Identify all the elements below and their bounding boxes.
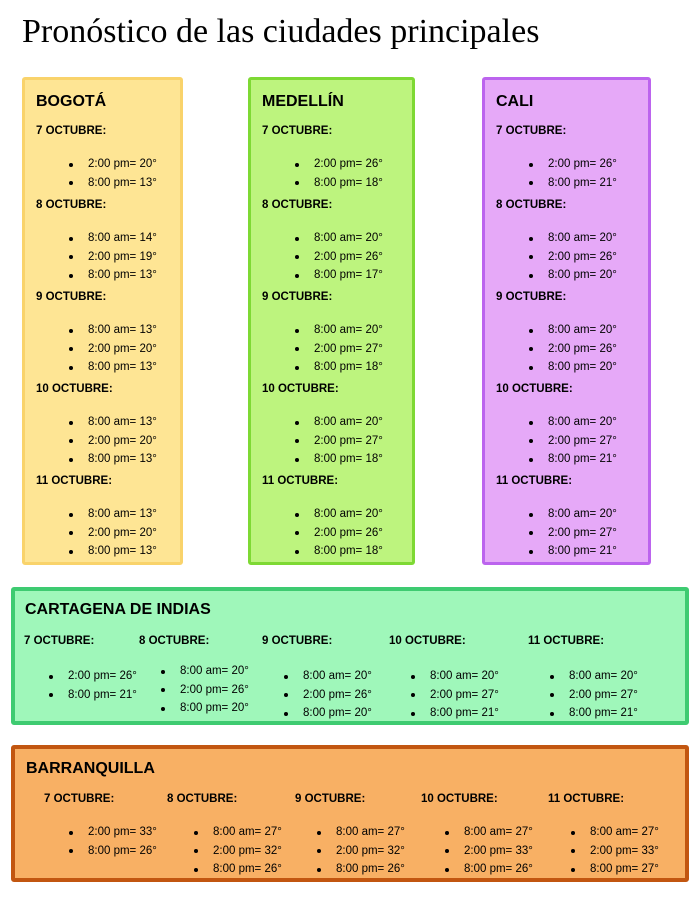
reading: 2:00 pm= 20° (69, 340, 157, 359)
reading: 8:00 pm= 13° (69, 450, 157, 469)
reading: 2:00 pm= 26° (284, 686, 372, 705)
reading: 2:00 pm= 26° (49, 667, 137, 686)
city-name: CALI (496, 93, 534, 110)
reading: 2:00 pm= 33° (571, 842, 659, 861)
day-label: 11 OCTUBRE: (262, 475, 339, 487)
day-label: 8 OCTUBRE: (36, 199, 107, 211)
reading: 8:00 am= 20° (529, 413, 617, 432)
reading: 8:00 am= 13° (69, 321, 157, 340)
reading: 2:00 pm= 26° (295, 524, 383, 543)
reading: 2:00 pm= 33° (69, 823, 157, 842)
day-block-9-octubre (496, 290, 617, 377)
reading: 8:00 am= 20° (295, 413, 383, 432)
day-label: 11 OCTUBRE: (496, 475, 573, 487)
reading: 2:00 pm= 20° (69, 524, 157, 543)
day-label: 8 OCTUBRE: (496, 199, 567, 211)
day-block-7-octubre (262, 124, 383, 192)
reading: 8:00 pm= 21° (529, 174, 617, 193)
city-name: BOGOTÁ (36, 93, 107, 110)
reading: 8:00 am= 20° (529, 505, 617, 524)
reading: 8:00 pm= 26° (317, 860, 405, 879)
city-card-cali (482, 77, 651, 565)
reading: 8:00 am= 20° (161, 662, 249, 681)
reading: 2:00 pm= 26° (529, 248, 617, 267)
day-block-11-octubre (36, 474, 157, 561)
day-block-7-octubre (496, 124, 617, 192)
reading: 8:00 pm= 26° (69, 842, 157, 861)
reading: 8:00 pm= 26° (445, 860, 533, 879)
day-label: 8 OCTUBRE: (167, 793, 238, 805)
reading: 8:00 pm= 26° (194, 860, 282, 879)
reading: 8:00 am= 20° (295, 505, 383, 524)
day-block-11-octubre (496, 474, 617, 561)
reading: 8:00 am= 14° (69, 229, 157, 248)
day-label: 10 OCTUBRE: (496, 383, 573, 395)
city-card-medellin (248, 77, 415, 565)
reading: 8:00 am= 27° (317, 823, 405, 842)
reading: 2:00 pm= 20° (69, 155, 157, 174)
day-label: 9 OCTUBRE: (262, 291, 333, 303)
reading: 2:00 pm= 20° (69, 432, 157, 451)
reading: 8:00 pm= 13° (69, 266, 157, 285)
reading: 8:00 am= 20° (550, 667, 638, 686)
day-block-9-octubre (262, 290, 383, 377)
reading: 2:00 pm= 27° (295, 340, 383, 359)
reading: 2:00 pm= 26° (161, 681, 249, 700)
reading: 8:00 pm= 20° (161, 699, 249, 718)
reading: 2:00 pm= 27° (411, 686, 499, 705)
day-block-9-octubre (262, 634, 372, 723)
reading: 8:00 pm= 21° (529, 450, 617, 469)
day-block-9-octubre (295, 792, 405, 879)
reading: 8:00 am= 27° (194, 823, 282, 842)
day-label: 10 OCTUBRE: (421, 793, 498, 805)
day-block-8-octubre (167, 792, 282, 879)
city-name: CARTAGENA DE INDIAS (25, 601, 211, 618)
day-label: 7 OCTUBRE: (496, 125, 567, 137)
page-title: Pronóstico de las ciudades principales (22, 13, 540, 50)
city-name: MEDELLÍN (262, 93, 344, 110)
reading: 8:00 pm= 18° (295, 542, 383, 561)
reading: 8:00 am= 20° (411, 667, 499, 686)
day-label: 10 OCTUBRE: (36, 383, 113, 395)
reading: 8:00 pm= 13° (69, 358, 157, 377)
day-label: 7 OCTUBRE: (262, 125, 333, 137)
day-block-7-octubre (24, 634, 137, 704)
day-block-8-octubre (139, 634, 249, 718)
reading: 8:00 am= 20° (295, 321, 383, 340)
reading: 8:00 pm= 18° (295, 450, 383, 469)
reading: 8:00 am= 20° (529, 229, 617, 248)
day-block-7-octubre (44, 792, 157, 860)
reading: 2:00 pm= 26° (295, 248, 383, 267)
day-label: 8 OCTUBRE: (262, 199, 333, 211)
reading: 8:00 am= 20° (284, 667, 372, 686)
reading: 8:00 pm= 18° (295, 174, 383, 193)
city-card-bogota (22, 77, 183, 565)
day-label: 11 OCTUBRE: (528, 635, 605, 647)
day-label: 11 OCTUBRE: (36, 475, 113, 487)
city-card-barranquilla (11, 745, 689, 882)
city-name: BARRANQUILLA (26, 760, 155, 777)
reading: 2:00 pm= 19° (69, 248, 157, 267)
reading: 8:00 pm= 17° (295, 266, 383, 285)
day-block-8-octubre (496, 198, 617, 285)
day-block-11-octubre (548, 792, 659, 879)
reading: 8:00 pm= 13° (69, 542, 157, 561)
day-label: 7 OCTUBRE: (24, 635, 95, 647)
day-block-9-octubre (36, 290, 157, 377)
reading: 8:00 pm= 21° (411, 704, 499, 723)
day-label: 9 OCTUBRE: (295, 793, 366, 805)
day-block-10-octubre (496, 382, 617, 469)
reading: 8:00 am= 13° (69, 413, 157, 432)
reading: 2:00 pm= 33° (445, 842, 533, 861)
reading: 2:00 pm= 27° (550, 686, 638, 705)
day-block-10-octubre (389, 634, 499, 723)
reading: 2:00 pm= 26° (529, 155, 617, 174)
reading: 2:00 pm= 27° (529, 432, 617, 451)
reading: 8:00 pm= 21° (550, 704, 638, 723)
day-block-10-octubre (262, 382, 383, 469)
city-card-cartagena (11, 587, 689, 725)
reading: 8:00 pm= 20° (529, 266, 617, 285)
day-label: 10 OCTUBRE: (389, 635, 466, 647)
day-label: 8 OCTUBRE: (139, 635, 210, 647)
day-label: 7 OCTUBRE: (44, 793, 115, 805)
reading: 8:00 am= 20° (529, 321, 617, 340)
reading: 8:00 pm= 18° (295, 358, 383, 377)
day-block-11-octubre (528, 634, 638, 723)
reading: 8:00 pm= 13° (69, 174, 157, 193)
day-block-7-octubre (36, 124, 157, 192)
reading: 8:00 pm= 21° (529, 542, 617, 561)
reading: 8:00 pm= 27° (571, 860, 659, 879)
reading: 2:00 pm= 32° (194, 842, 282, 861)
day-label: 7 OCTUBRE: (36, 125, 107, 137)
day-block-8-octubre (262, 198, 383, 285)
reading: 8:00 pm= 20° (284, 704, 372, 723)
day-label: 10 OCTUBRE: (262, 383, 339, 395)
day-label: 11 OCTUBRE: (548, 793, 625, 805)
reading: 8:00 am= 20° (295, 229, 383, 248)
day-block-10-octubre (421, 792, 533, 879)
reading: 8:00 pm= 21° (49, 686, 137, 705)
day-label: 9 OCTUBRE: (36, 291, 107, 303)
day-label: 9 OCTUBRE: (496, 291, 567, 303)
reading: 2:00 pm= 26° (295, 155, 383, 174)
reading: 2:00 pm= 27° (529, 524, 617, 543)
day-block-11-octubre (262, 474, 383, 561)
reading: 2:00 pm= 32° (317, 842, 405, 861)
day-block-8-octubre (36, 198, 157, 285)
day-label: 9 OCTUBRE: (262, 635, 333, 647)
reading: 8:00 pm= 20° (529, 358, 617, 377)
day-block-10-octubre (36, 382, 157, 469)
reading: 2:00 pm= 26° (529, 340, 617, 359)
reading: 8:00 am= 13° (69, 505, 157, 524)
reading: 8:00 am= 27° (445, 823, 533, 842)
reading: 8:00 am= 27° (571, 823, 659, 842)
reading: 2:00 pm= 27° (295, 432, 383, 451)
